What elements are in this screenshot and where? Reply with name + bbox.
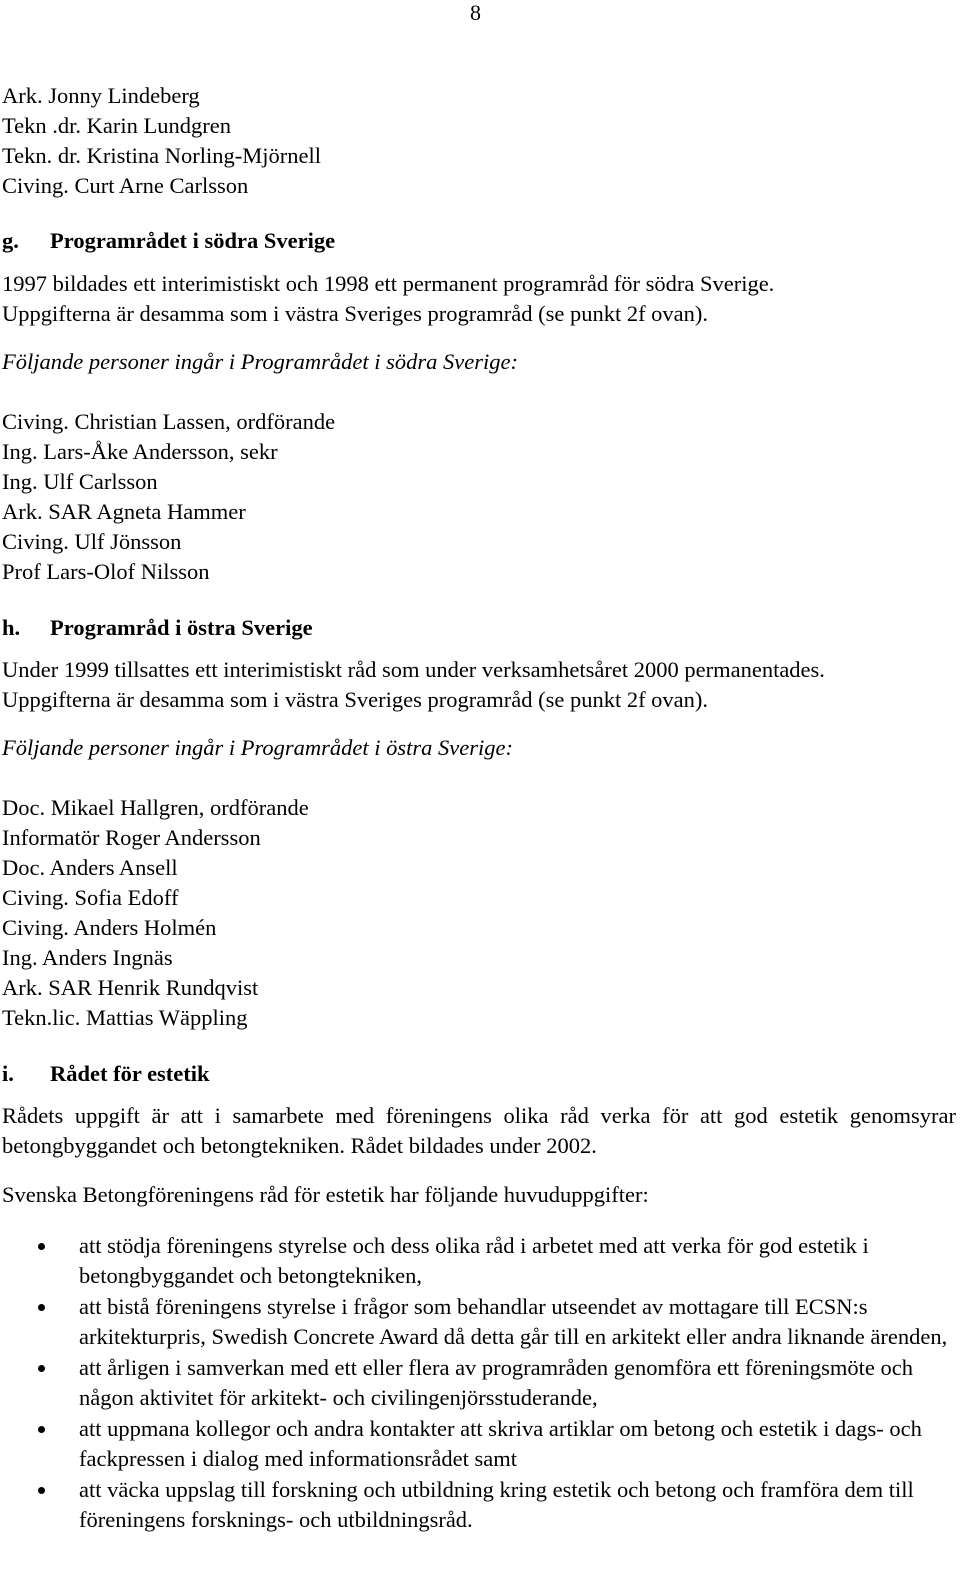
section-title: Programråd i östra Sverige xyxy=(50,615,313,640)
bullet-item xyxy=(0,1292,959,1352)
list-item: Ing. Ulf Carlsson xyxy=(2,469,158,494)
list-item: Civing. Curt Arne Carlsson xyxy=(2,173,249,198)
section-title: Programrådet i södra Sverige xyxy=(50,228,336,253)
intro-line: Följande personer ingår i Programrådet i södra Sverige: xyxy=(2,349,518,374)
section-letter: h. xyxy=(2,615,21,640)
section-title: Rådet för estetik xyxy=(50,1061,210,1086)
member-list-south xyxy=(2,407,335,587)
section-i-paragraph: Rådets uppgift är att i samarbete med föreningens olika råd verka för att god estetik genomsyrar betongbyggandet och betongtekniken. Rådet bildades under 2002. xyxy=(2,1103,956,1158)
section-heading-h xyxy=(2,613,313,643)
intro-line: Svenska Betongföreningens råd för estetik har följande huvuduppgifter: xyxy=(2,1182,649,1207)
bullet-item xyxy=(0,1231,959,1291)
section-i-intro xyxy=(2,1180,649,1210)
paragraph-line: Uppgifterna är desamma som i västra Sveriges programråd (se punkt 2f ovan). xyxy=(2,687,709,712)
list-item: Civing. Ulf Jönsson xyxy=(2,529,182,554)
list-item: Doc. Anders Ansell xyxy=(2,855,178,880)
list-item: Civing. Anders Holmén xyxy=(2,915,217,940)
list-item: Doc. Mikael Hallgren, ordförande xyxy=(2,795,309,820)
list-item: Ing. Lars-Åke Andersson, sekr xyxy=(2,439,278,464)
list-item: Ark. SAR Henrik Rundqvist xyxy=(2,975,259,1000)
section-g-body xyxy=(2,269,774,329)
list-item: Prof Lars-Olof Nilsson xyxy=(2,559,210,584)
task-bullet-list xyxy=(0,1231,960,1536)
bullet-item xyxy=(0,1475,959,1535)
section-heading-i xyxy=(2,1059,210,1089)
bullet-dot-icon xyxy=(38,1487,45,1494)
paragraph-line: Under 1999 tillsattes ett interimistiskt råd som under verksamhetsåret 2000 permanentades. xyxy=(2,657,825,682)
list-item: Tekn. dr. Kristina Norling-Mjörnell xyxy=(2,143,321,168)
bullet-text: att stödja föreningens styrelse och dess olika råd i arbetet med att verka för god estetik i betongbyggandet och betongtekniken, xyxy=(79,1233,869,1288)
intro-line: Följande personer ingår i Programrådet i östra Sverige: xyxy=(2,735,513,760)
bullet-text: att årligen i samverkan med ett eller flera av programråden genomföra ett föreningsmöte och någon aktivitet för arkitekt- och civilingenjörsstuderande, xyxy=(79,1355,914,1410)
bullet-text: att uppmana kollegor och andra kontakter att skriva artiklar om betong och estetik i dags- och fackpressen i dialog med informationsrådet samt xyxy=(79,1416,922,1471)
section-heading-g xyxy=(2,226,335,256)
bullet-item xyxy=(0,1414,959,1474)
bullet-dot-icon xyxy=(38,1365,45,1372)
section-h-body xyxy=(2,655,825,715)
list-item: Ark. SAR Agneta Hammer xyxy=(2,499,246,524)
section-letter: i. xyxy=(2,1061,14,1086)
bullet-dot-icon xyxy=(38,1243,45,1250)
page-number: 8 xyxy=(470,0,481,25)
bullet-item xyxy=(0,1353,959,1413)
list-item: Tekn .dr. Karin Lundgren xyxy=(2,113,231,138)
bullet-text: att bistå föreningens styrelse i frågor som behandlar utseendet av mottagare till ECSN:s arkitekturpris, Swedish Concrete Award då detta går till en arkitekt eller andra liknande ärenden, xyxy=(79,1294,948,1349)
paragraph-line: Uppgifterna är desamma som i västra Sveriges programråd (se punkt 2f ovan). xyxy=(2,301,709,326)
bullet-dot-icon xyxy=(38,1426,45,1433)
member-list-previous xyxy=(2,81,321,201)
section-letter: g. xyxy=(2,228,19,253)
bullet-text: att väcka uppslag till forskning och utbildning kring estetik och betong och framföra dem till föreningens forsknings- och utbildningsråd. xyxy=(79,1477,914,1532)
section-h-intro xyxy=(2,733,513,763)
list-item: Civing. Christian Lassen, ordförande xyxy=(2,409,336,434)
list-item: Informatör Roger Andersson xyxy=(2,825,261,850)
list-item: Ing. Anders Ingnäs xyxy=(2,945,173,970)
member-list-east xyxy=(2,793,309,1033)
paragraph-line: 1997 bildades ett interimistiskt och 1998 ett permanent programråd för södra Sverige. xyxy=(2,271,775,296)
section-g-intro xyxy=(2,347,518,377)
list-item: Ark. Jonny Lindeberg xyxy=(2,83,200,108)
list-item: Tekn.lic. Mattias Wäppling xyxy=(2,1005,248,1030)
list-item: Civing. Sofia Edoff xyxy=(2,885,179,910)
bullet-dot-icon xyxy=(38,1304,45,1311)
